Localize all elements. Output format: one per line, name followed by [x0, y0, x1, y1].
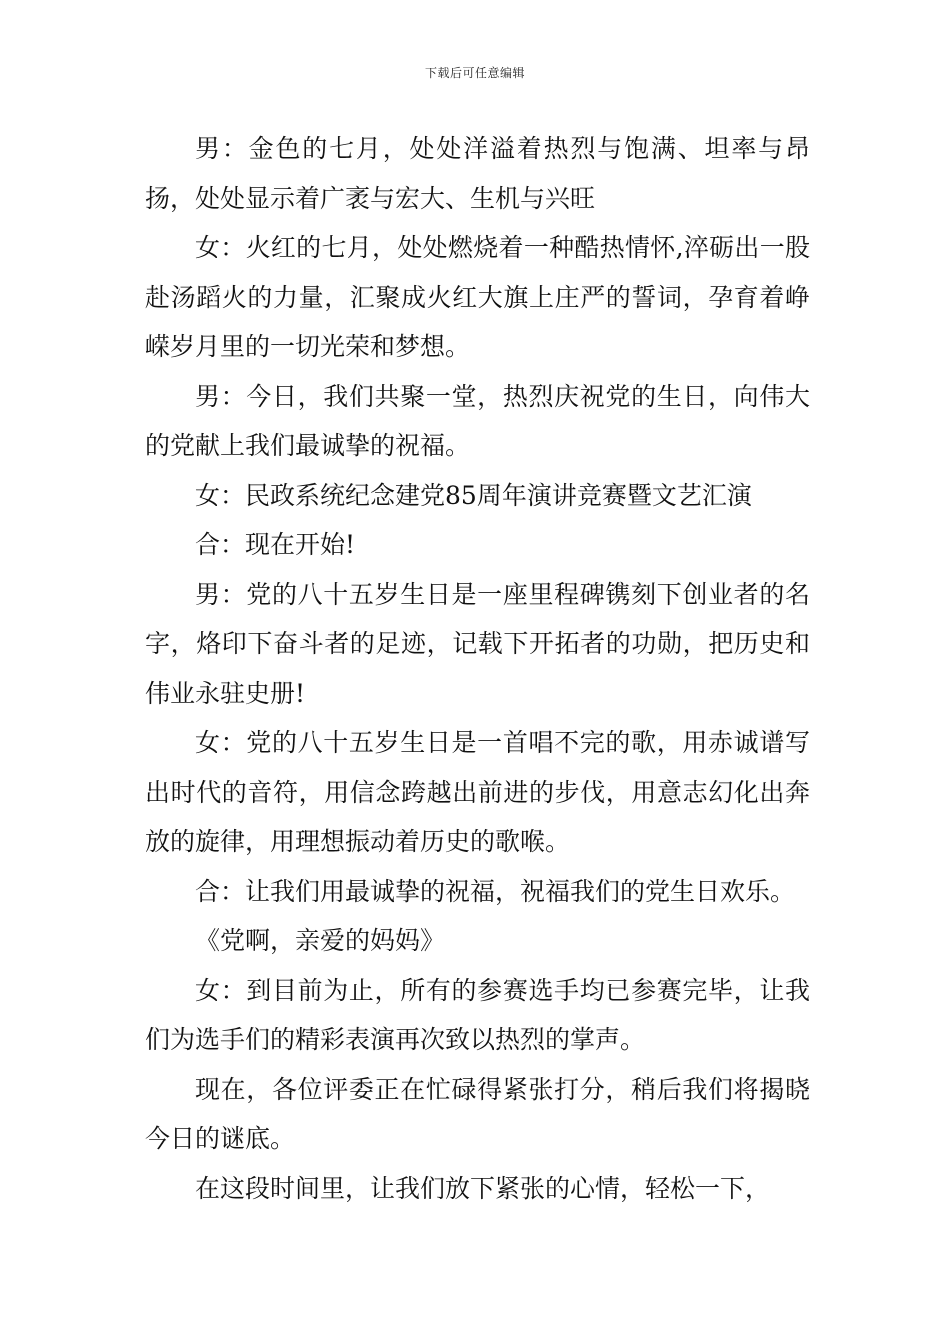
song-title: 《党啊，亲爱的妈妈》: [195, 926, 446, 955]
paragraph: 男：金色的七月，处处洋溢着热烈与饱满、坦率与昂扬，处处显示着广袤与宏大、生机与兴旺: [145, 134, 810, 213]
page-header: 下载后可任意编辑: [424, 66, 525, 80]
paragraph: 女：党的八十五岁生日是一首唱不完的歌，用赤诚谱写出时代的音符，用信念跨越出前进的步伐，用意志幻化出奔放的旋律，用理想振动着历史的歌喉。: [145, 728, 810, 856]
paragraph: 男：党的八十五岁生日是一座里程碑镌刻下创业者的名字，烙印下奋斗者的足迹，记载下开拓者的功勋，把历史和伟业永驻史册!: [145, 579, 810, 708]
paragraph: 女：到目前为止，所有的参赛选手均已参赛完毕，让我们为选手们的精彩表演再次致以热烈的掌声。: [145, 975, 810, 1054]
paragraph: 男：今日，我们共聚一堂，热烈庆祝党的生日，向伟大的党献上我们最诚挚的祝福。: [145, 381, 810, 460]
paragraph: 现在，各位评委正在忙碌得紧张打分，稍后我们将揭晓今日的谜底。: [145, 1074, 810, 1153]
paragraph: 在这段时间里，让我们放下紧张的心情，轻松一下，: [195, 1173, 771, 1203]
document-body: [145, 124, 810, 1213]
paragraph: 女：火红的七月，处处燃烧着一种酷热情怀,淬砺出一股赴汤蹈火的力量，汇聚成火红大旗上庄严的誓词，孕育着峥嵘岁月里的一切光荣和梦想。: [145, 233, 810, 361]
paragraph: 女：民政系统纪念建党85周年演讲竞赛暨文艺汇演: [195, 480, 752, 510]
paragraph: 合：让我们用最诚挚的祝福，祝福我们的党生日欢乐。: [195, 876, 796, 906]
paragraph: 合：现在开始!: [195, 530, 356, 559]
